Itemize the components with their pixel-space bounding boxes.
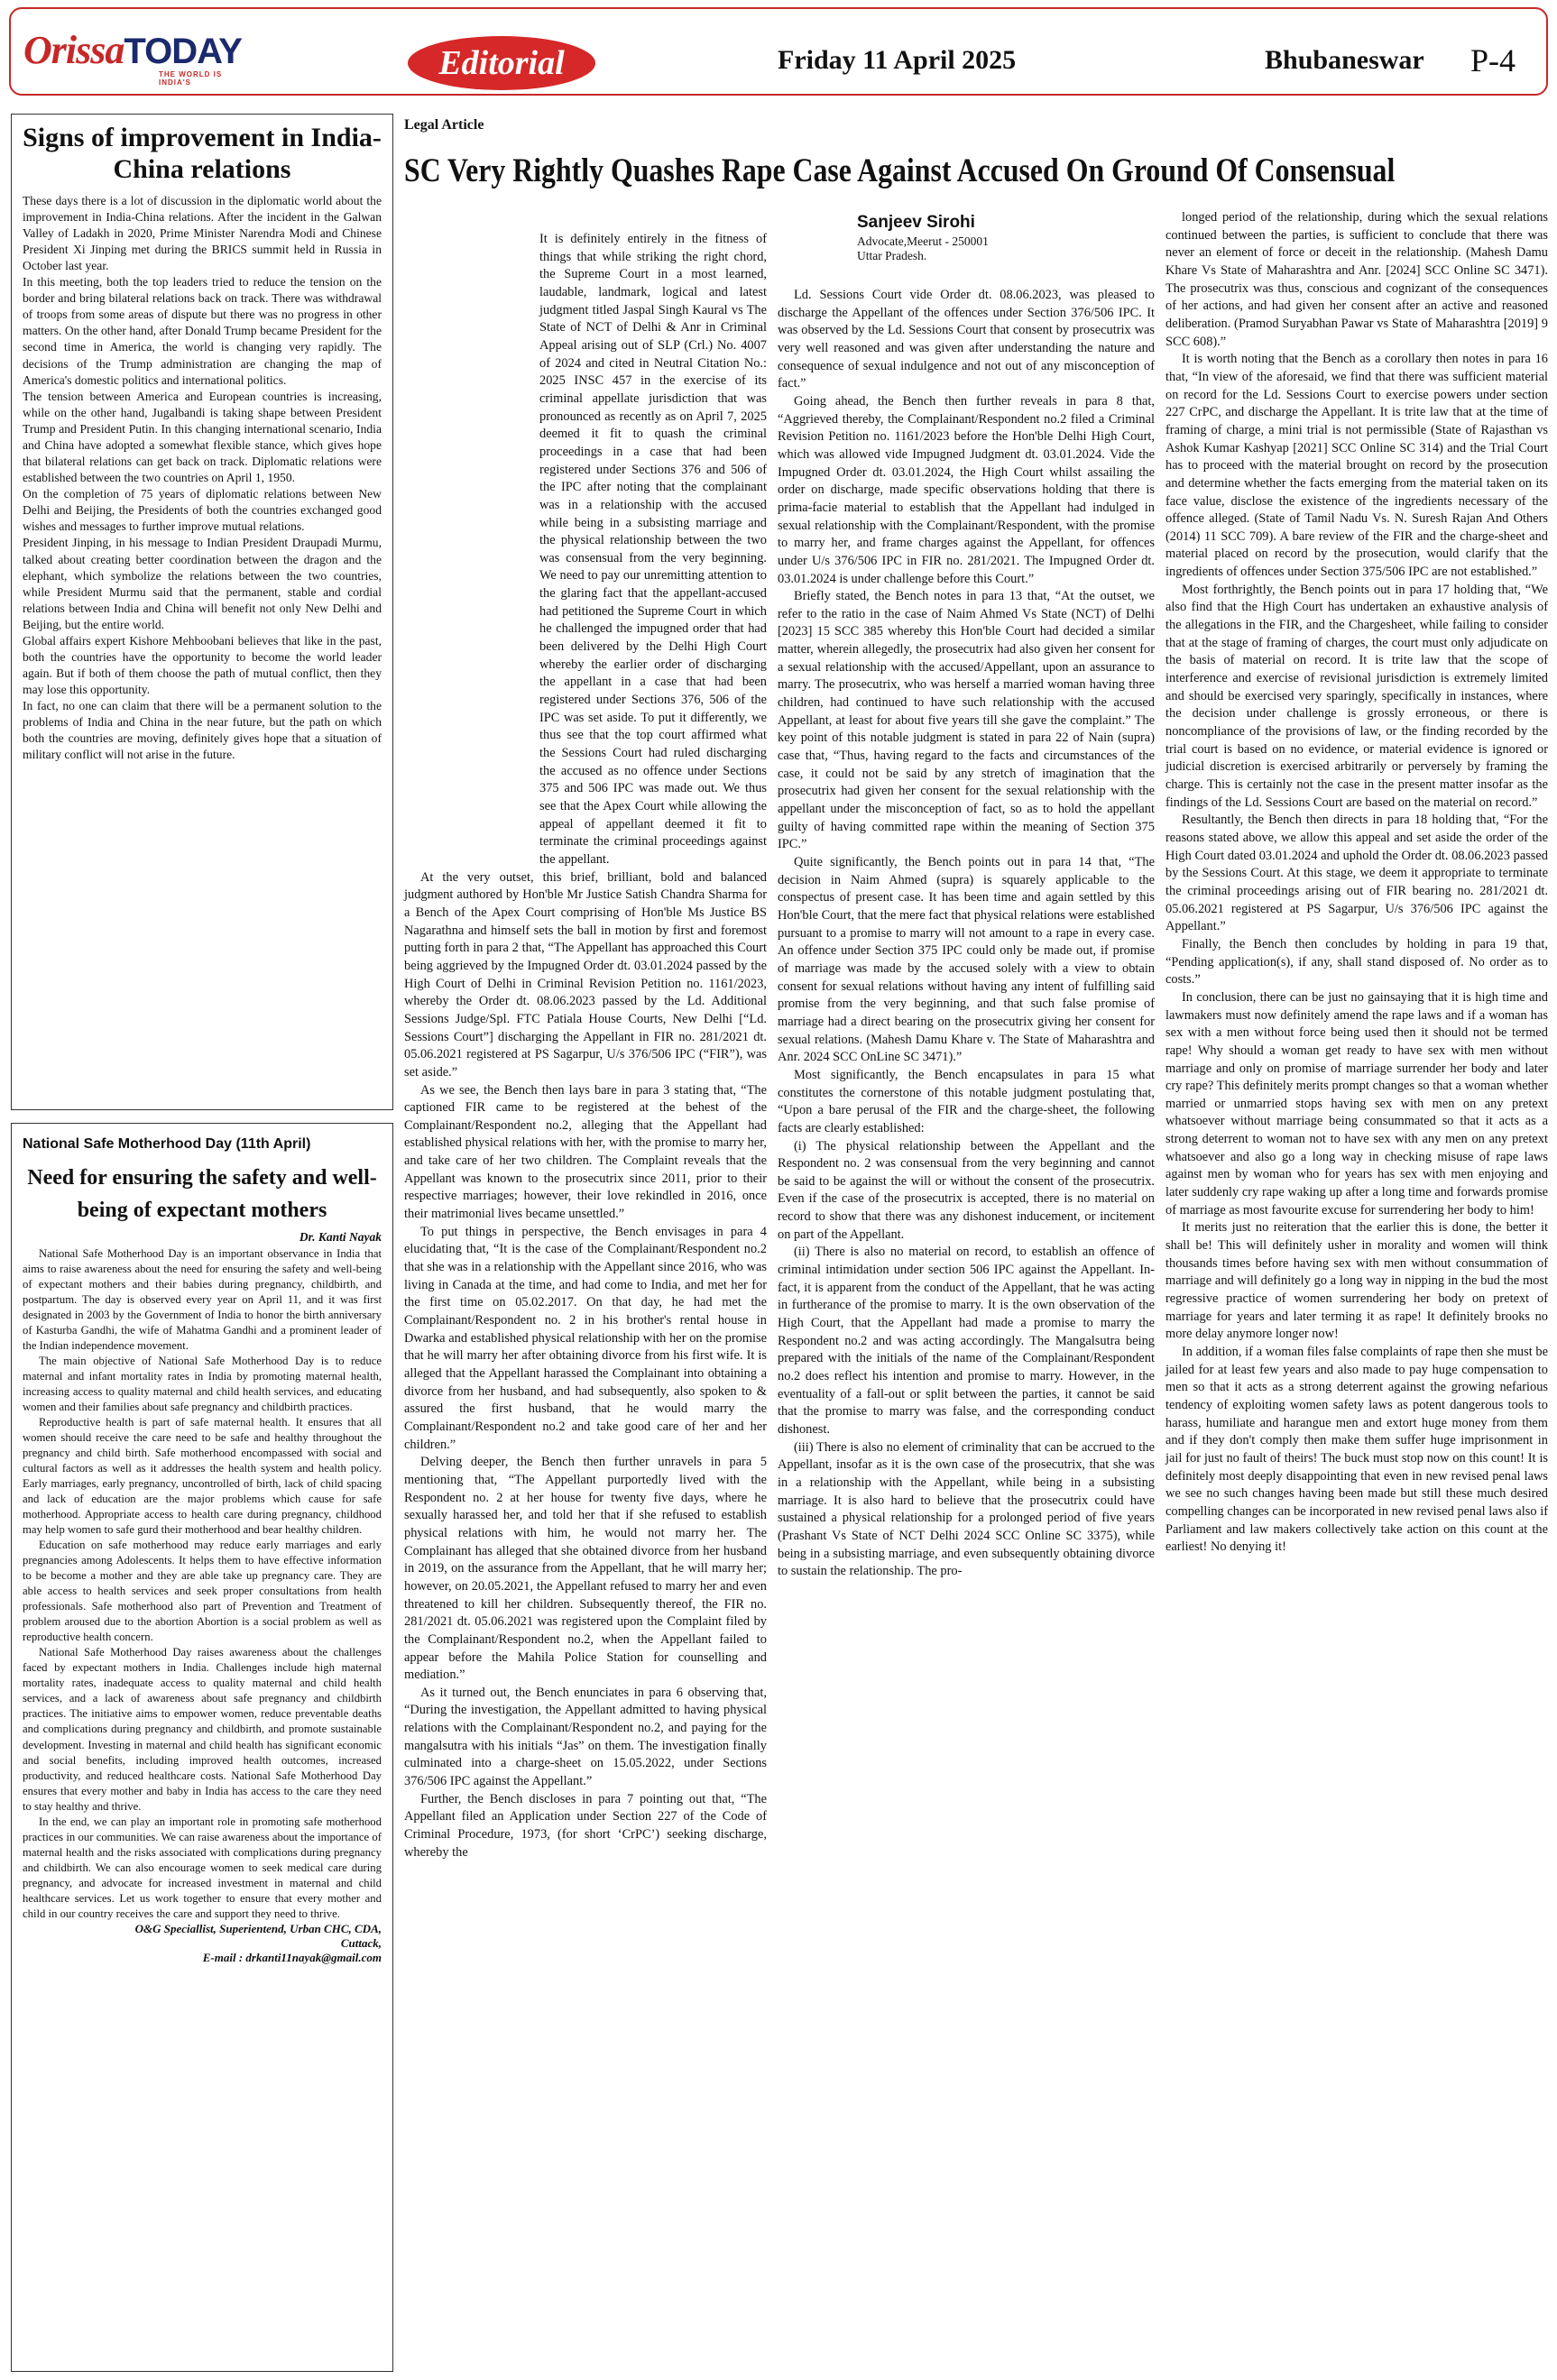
feature-paragraph: In the end, we can play an important role in promoting safe motherhood practices in our communities. We can raise awareness about the importance of maternal health and the risks associated with complications during pregnancy and childbirth. We can also encourage women to seek medical care during pregnancy, and advocate for increased investment in maternal and child healthcare services. Let us work together to ensure that every mother and child in our country receives the care and support they need to thrive. [23,1815,382,1920]
editorial-paragraph: The tension between America and European countries is increasing, while on the other hand, Jugalbandi is taking shape between President Trump and President Putin. In this changing international scenario, India and China have adopted a somewhat flexible stance, which gives hope that bilateral relations can get back on track. Diplomatic relations were established between the two countries on April 1, 1950. [23,389,382,485]
article-col-3-paragraph: Finally, the Bench then concludes by holding in para 19 that, “Pending application(s), if any, shall stand disposed of. No order as to costs.” [1165,936,1548,988]
author-name: Sanjeev Sirohi [857,213,975,232]
article-col-1-paragraph: To put things in perspective, the Bench envisages in para 4 elucidating that, “It is the case of the Complainant/Respondent no.2 that she was in a relationship with the Appellant since 2016, who was living in Canada at the time, and had come to India, and met her for the first time on 05.02.2017. On that day, he had met the Complainant/Respondent no. 2 in his brother's rental house in Dwarka and established physical relationship with her on the promise that he will marry her after obtaining divorce from his first wife. It is alleged that the Appellant harassed the Complainant into obtaining a divorce from her husband, and had subsequently, also spoken to & assured the first husband, that he would marry the Complainant/Respondent no.2 and take good care of her and her children.” [404,1224,767,1452]
article-lead-text: It is definitely entirely in the fitness of things that while striking the right chord, the Supreme Court in a most learned, laudable, landmark, logical and latest judgment titled Jaspal Singh Kaural vs The State of NCT of Delhi & Anr in Criminal Appeal arising out of SLP (Crl.) No. 4007 of 2024 and cited in Neutral Citation No.: 2025 INSC 457 in the exercise of its criminal appellate jurisdiction that was pronounced as recently as on April 7, 2025 deemed it fit to quash the criminal proceedings in a case that had been registered under Sections 376 and 506 of the IPC after noting that the complainant was in a relationship with the accused while being in a subsisting marriage and the physical relationship between the two was consensual from the very beginning. We need to pay our unremitting attention to the glaring fact that the appellant-accused had petitioned the Supreme Court in which he challenged the impugned order that had been delivered by the Delhi High Court whereby the earlier order of discharging the appellant in a case that had been registered under Sections 376, 506 of the IPC was set aside. To put it differently, we thus see that the top court affirmed what the Sessions Court had ruled discharging the accused as no offence under Sections 375 and 506 IPC was made out. We thus see that the Apex Court while allowing the appeal of appellant deemed it fit to terminate the criminal proceedings against the appellant. [539,232,767,867]
article-col-3-paragraph: longed period of the relationship, during which the sexual relations continued between the parties, is sufficient to conclude that there was never an element of force or deceit in the relationship. (Mahesh Damu Khare Vs State of Maharashtra and Anr. [2024] SCC Online SC 3471). The prosecutrix was thus, conscious and cognizant of the consequences of her actions, and had given her consent after an active and reasoned deliberation. (Pramod Suryabhan Pawar vs State of Maharashtra [2019] 9 SCC 608).” [1165,210,1548,349]
article-col-1 [404,231,767,1861]
brand-orissa: Orissa [23,28,124,72]
article-col-1-paragraph: Further, the Bench discloses in para 7 pointing out that, “The Appellant filed an Application under Section 227 of the Code of Criminal Procedure, 1973, (for short ‘CrPC’) seeking discharge, whereby the [404,1791,767,1860]
feature-paragraph: Reproductive health is part of safe maternal health. It ensures that all women should receive the care need to be safe and healthy throughout the pregnancy and child birth. Safe motherhood encompassed with social and cultural factors as well as it addresses the health system and health policy. Early marriages, early pregnancy, uncontrolled of birth, lack of child spacing and lack of education are the major problems which cause for safe motherhood. Appropriate access to health care during pregnancy, childhood may help women to safe gurd their motherhood and bear healthy children. [23,1416,382,1537]
author-line-2: Uttar Pradesh. [857,249,927,262]
feature-body [23,1246,382,1922]
feature-paragraph: National Safe Motherhood Day is an important observance in India that aims to raise awareness about the need for ensuring the safety and well-being of expectant mothers and their babies during pregnancy, childbirth, and postpartum. The day is observed every year on April 11, and it was first designated in 2003 by the Government of India to honor the birth anniversary of Kasturba Gandhi, the wife of Mahatma Gandhi and a prominent leader of the Indian independence movement. [23,1247,382,1353]
editorial-paragraph: In this meeting, both the top leaders tried to reduce the tension on the border and bring bilateral relations back on track. There was withdrawal of troops from some areas of dispute but there was no progress in other matters. On the other hand, after Donald Trump became President for the second time in America, the world is changing very rapidly. The decisions of the Trump administration are changing the map of America's domestic politics and international politics. [23,275,382,387]
article-col-2-paragraph: Quite significantly, the Bench points out in para 14 that, “The decision in Naim Ahmed (supra) is squarely applicable to the conspectus of present case. It has been time and again settled by this Hon'ble Court, that the mere fact that physical relations were established pursuant to a promise to marry will not amount to a rape in every case. An offence under Section 375 IPC could only be made out, if promise of marriage was made by the accused solely with a view to obtain consent for sexual relations without having any intent of fulfilling said promise from the very beginning, and that such false promise of marriage had a direct bearing on the prosecutrix giving her consent for sexual relations. (Mahesh Damu Khare v. The State of Maharashtra and Anr. 2024 SCC OnLine SC 3471).” [778,855,1155,1065]
section-badge: Editorial [408,36,595,90]
page-number: P-4 [1470,42,1516,78]
article-kicker: Legal Article [404,117,484,133]
article-col-3 [1165,209,1548,1557]
article-col-2-paragraph: (ii) There is also no material on record, to establish an offence of criminal intimidation under section 506 IPC against the Appellant. In-fact, it is apparent from the conduct of the Appellant, that he was acting in furtherance of the promise to marry. It is the own observation of the High Court, that the Appellant had made a promise to marry the Respondent no.2 and was acting accordingly. The Mangalsutra being prepared with the initials of the name of the Complainant/Respondent no.2 does reflect his intention and promise to marry. However, in the eventuality of a fall-out or split between the parties, it cannot be said that the promise to marry was false, and the corresponding conduct dishonest. [778,1245,1155,1437]
feature-place: Cuttack, [340,1935,382,1950]
masthead [9,7,1548,96]
article-col-3-paragraph: In conclusion, there can be just no gainsaying that it is high time and lawmakers must now definitely amend the rape laws and if a woman has sex with a men without force being used then it should not be termed rape! Why should a woman get ready to have sex with men without marriage and only on promise of marriage surrender her body and later cry rape? This definitely merits prompt changes so that a woman whether married or unmarried stops having sex with men on any pretext whatsoever without marriage being consummated so that it acts as a strong deterrent to woman not to have sex with any men on any pretext whatsoever and also go a long way in checking misuse of rape laws against men by woman who for years has sex with men enjoying and later suddenly cry rape waking up after a long time and forwards promise of marriage as most favourite excuse for surrendering her body to him! [1165,989,1548,1218]
editorial-paragraph: In fact, no one can claim that there will be a permanent solution to the problems of India and China in the near future, but the path on which both the countries are moving, definitely gives hope that a situation of military conflict will not arise in the future. [23,699,382,762]
brand-tagline: THE WORLD IS INDIA'S [159,70,223,87]
author-block [857,213,1064,263]
feature-title: Need for ensuring the safety and well-being of expectant mothers [27,1166,377,1222]
brand-today: TODAY [124,32,242,71]
feature-paragraph: The main objective of National Safe Motherhood Day is to reduce maternal and infant mortality rates in India by promoting maternal health, increasing access to quality maternal and child health services, and educating women and their families about safe pregnancy and childbirth practices. [23,1355,382,1414]
feature-email: E-mail : drkanti11nayak@gmail.com [202,1950,382,1964]
editorial-paragraph: President Jinping, in his message to Indian President Draupadi Murmu, talked about creating better coordination between the dragon and the elephant, which symbolize the relations between the two countries, while President Murmu said that the permanent, stable and cordial relations between India and China will benefit not only New Delhi and Beijing, but the entire world. [23,536,382,631]
feature-box [11,1123,393,2372]
article-col-2-paragraph: Ld. Sessions Court vide Order dt. 08.06.2023, was pleased to discharge the Appellant of the offences under Section 376/506 IPC. It was observed by the Ld. Sessions Court that consent by prosecutrix was very well reasoned and was given after understanding the nature and consequence of sexual indulgence and not out of any misconception of fact.” [778,288,1155,391]
feature-paragraph: National Safe Motherhood Day raises awareness about the challenges faced by expectant mothers in India. Challenges include high maternal mortality rates, inadequate access to quality maternal and child health services, and a lack of awareness about safe pregnancy and childbirth practices. The initiative aims to empower women, reduce preventable deaths and complications during pregnancy and childbirth, and promote sustainable development. Investing in maternal and child health has significant economic and social benefits, including improved health outcomes, increased productivity, and reduced healthcare costs. National Safe Motherhood Day ensures that every mother and baby in India has access to the care they need to stay healthy and thrive. [23,1646,382,1813]
editorial-title: Signs of improvement in India-China relations [23,123,382,185]
article-col-3-paragraph: It merits just no reiteration that the earlier this is done, the better it shall be! This will definitely usher in morality and women will think thousands times before having sex with men without consummation of marriage and will definitely go a long way in nipping in the bud the most regressive practice of women surrendering her body on pretext of marriage for years and later terming it as rape! It definitely brooks no more delay anymore longer now! [1165,1220,1548,1342]
author-line-1: Advocate,Meerut - 250001 [857,234,989,248]
article-col-2-paragraph: Going ahead, the Bench then further reveals in para 8 that, “Aggrieved thereby, the Complainant/Respondent no.2 filed a Criminal Revision Petition no. 1161/2023 before the Hon'ble Delhi High Court, which was allowed vide Impugned Judgment dt. 03.01.2024. Vide the Impugned Order dt. 03.01.2024, the High Court whilst assailing the order on discharge, made specific observations holding that there is prima-facie material to establish that the Appellant had indulged in sexual relationship with the Complainant/Respondent, with the promise to marry her, and frame charges against the Appellant, for offences under U/s 376/506 IPC in FIR no. 281/2021. The Impugned Order dt. 03.01.2024 is under challenge before this Court.” [778,393,1155,586]
editorial-paragraph: Global affairs expert Kishore Mehboobani believes that like in the past, both the countries have the opportunity to become the world leader again. But if both of them choose the path of mutual conflict, then they may lose this opportunity. [23,633,382,697]
brand-logo [23,27,242,87]
feature-paragraph: Education on safe motherhood may reduce early marriages and early pregnancies among Adolescents. It helps them to have effective information to be become a mother and they are able take up pregnancy care. They are able access to health services and seek proper consultations from health professionals. Safe motherhood also part of Prevention and Treatment of problem aroused due to the abortion Abortion is a social problem as well as reproductive health concern. [23,1539,382,1644]
article-col-3-paragraph: Resultantly, the Bench then directs in para 18 holding that, “For the reasons stated above, we allow this appeal and set aside the order of the High Court dated 03.01.2024 and uphold the Order dt. 08.06.2023 passed by the Sessions Court. At this stage, we deem it appropriate to terminate the criminal proceedings arising out of FIR bearing no. 281/2021 dt. 05.06.2021 registered at PS Sagarpur, U/s 376/506 IPC against the Appellant.” [1165,813,1548,934]
article-col-1-paragraph: Delving deeper, the Bench then further unravels in para 5 mentioning that, “The Appellant purportedly lived with the Respondent no. 2 at her house for twenty five days, where he sexually harassed her, and told her that if she refused to establish physical relations with him, he would not marry her. The Complainant has alleged that she obtained divorce from her husband in 2019, on the assurance from the Appellant, that he will marry her; however, on 20.05.2021, the Appellant refused to marry her and even threatened to kill her children. Subsequently thereof, the FIR no. 281/2021 dt. 05.06.2021 was registered upon the Complaint filed by the Complainant/Respondent no.2, when the Appellant failed to appear before the Mahila Police Station for counselling and mediation.” [404,1455,767,1683]
editorial-paragraph: These days there is a lot of discussion in the diplomatic world about the improvement in India-China relations. After the incident in the Galwan Valley of Ladakh in 2020, Prime Minister Narendra Modi and Chinese President Xi Jinping met during the BRICS summit held in Russia in October last year. [23,193,382,273]
editorial-box [11,114,393,1110]
article-col-1-paragraph: At the very outset, this brief, brilliant, bold and balanced judgment authored by Hon'ble Mr Justice Satish Chandra Sharma for a Bench of the Apex Court comprising of Hon'ble Ms Justice BS Nagarathna and himself sets the ball in motion by first and foremost putting forth in para 2 that, “The Appellant has approached this Court being aggrieved by the Impugned Order dt. 03.01.2024 passed by the High Court of Delhi in Criminal Revision Petition no. 1161/2023, whereby the Order dt. 08.06.2023 passed by the Ld. Additional Sessions Judge/Spl. FTC Patiala House Courts, New Delhi [“Ld. Sessions Court”] discharging the Appellant in FIR no. 281/2021 dt. 05.06.2021 registered at PS Sagarpur, U/s 376/506 IPC (“FIR”), was set aside.” [404,869,767,1080]
article-col-3-paragraph: Most forthrightly, the Bench points out in para 17 holding that, “We also find that the High Court has undertaken an exhaustive analysis of the allegations in the FIR, and the Chargesheet, while failing to consider that at the stage of framing of charges, the court must only adjudicate on the basis of material on record. It is trite law that the scope of interference and exercise of revisional jurisdiction is extremely limited and should be exercised very sparingly, specifically in instances, where the decision under challenge is grossly erroneous, or there is noncompliance of the provisions of law, or the finding recorded by the trial court is based on no evidence, or material evidence is ignored or judicial discretion is exercised arbitrarily or perversely by framing the charge. This is certainly not the case in the present matter insofar as the findings of the Ld. Sessions Court are based on the material on record.” [1165,582,1548,810]
article-col-2-paragraph: (iii) There is also no element of criminality that can be accrued to the Appellant, insofar as it is the own case of the prosecutrix, that she was in a relationship with the Appellant, while being in a subsisting marriage. It is also hard to believe that the prosecutrix could have sustained a physical relationship for a prolonged period of five years (Prashant Vs State of NCT Delhi 2024 SCC Online SC 3375), while being in a subsisting marriage, and even subsequently obtaining divorce to sustain the relationship. The pro- [778,1439,1155,1579]
editorial-body [23,193,382,764]
article-col-1-paragraph: As we see, the Bench then lays bare in para 3 stating that, “The captioned FIR came to be registered at the behest of the Complainant/Respondent no.2, alleging that the Appellant had established physical relations with her, with the promise to marry her, and take care of her two children. The Complaint reveals that the Appellant was known to the prosecutrix since 2011, prior to their respective marriages; however, their love rekindled in 2016, once their matrimonial lives became unsettled.” [404,1082,767,1222]
article-col-1-body [404,869,767,1862]
article-col-2 [778,287,1155,1581]
article-col-2-paragraph: Briefly stated, the Bench notes in para 13 that, “At the outset, we refer to the ratio in the case of Naim Ahmed Vs State (NCT) of Delhi [2023] 15 SCC 385 whereby this Hon'ble Court had decided a similar matter, wherein allegedly, the prosecutrix had also given her consent for a sexual relationship with the accused/Appellant, upon an assurance to marry. The prosecutrix, who was herself a married woman having three children, had continued to have such relationship with the accused Appellant, at least for about five years till she gave the complaint.” The key point of this notable judgment is stated in para 22 of Nain (supra) case that, “Thus, having regard to the facts and circumstances of the case, it could not be said by any stretch of imagination that the prosecutrix had given her consent for the sexual relationship with the appellant under the misconception of fact, so as to hold the appellant guilty of having committed rape within the meaning of Section 375 IPC.” [778,589,1155,852]
article-col-2-paragraph: (i) The physical relationship between the Appellant and the Respondent no. 2 was consensual from the very beginning and cannot be said to be against the will or without the consent of the prosecutrix. Even if the case of the prosecutrix is accepted, there is no material on record to show that there was any dishonest inducement, or incitement on part of the Appellant. [778,1138,1155,1242]
article-col-3-paragraph: In addition, if a woman files false complaints of rape then she must be jailed for at least few years and also made to pay huge compensation to men so that it acts as a strong deterrent against the growing nefarious tendency of exploiting women safety laws as potent dangerous tools to harass, humiliate and harangue men and extort huge money from them and if they don't comply then make them suffer huge imprisonment in jail for just no fault of theirs! The buck must stop now on this count! It is definitely most deeply disappointing that even in new revised penal laws we see no such changes having been made but still these much desired compelling changes can be incorporated in new revised penal laws also if Parliament and law makers collectively take action on this count at the earliest! No denying it! [1165,1345,1548,1555]
issue-date: Friday 11 April 2025 [778,45,1017,75]
editorial-paragraph: On the completion of 75 years of diplomatic relations between New Delhi and Beijing, the Presidents of both the countries exchanged good wishes and messages to further improve mutual relations. [23,487,382,534]
feature-byline: Dr. Kanti Nayak [299,1230,382,1244]
issue-city: Bhubaneswar [1265,45,1424,75]
feature-kicker: National Safe Motherhood Day (11th April) [23,1136,311,1152]
article-title: SC Very Rightly Quashes Rape Case Against Accused On Ground Of Consensual [404,152,1396,189]
article-col-1-paragraph: As it turned out, the Bench enunciates in para 6 observing that, “During the investigation, the Appellant admitted to having physical relations with the Complainant/Respondent no.2, and paying for the mangalsutra with his initials “Jas” on them. The investigation finally culminated into a charge-sheet on 15.05.2022, under Sections 376/506 IPC against the Appellant.” [404,1685,767,1789]
article-col-3-paragraph: It is worth noting that the Bench as a corollary then notes in para 16 that, “In view of the aforesaid, we find that there was sufficient material on record for the Ld. Sessions Court to exercise powers under section 227 CrPC, and discharge the Appellant. It is trite law that at the time of framing of charge, a mini trial is not permissible (State of Rajasthan vs Ashok Kumar Kashyap [2021] SCC Online SC 314) and the Trial Court has to proceed with the material brought on record by the prosecution and determine whether the facts emerging from the material taken on its face value, disclose the existence of the ingredients necessary of the offence alleged. (State of Tamil Nadu Vs. N. Suresh Rajan And Others (2014) 11 SCC 709). A bare review of the FIR and the charge-sheet and material placed on record by the prosecution, would clarify that the ingredients of offences under Section 375/506 IPC are not established.” [1165,352,1548,580]
feature-credentials: O&G Speciallist, Superientend, Urban CHC, CDA, [134,1921,382,1935]
article-lead [404,231,767,869]
article-col-2-paragraph: Most significantly, the Bench encapsulates in para 15 what constitutes the cornerstone of this notable judgment postulating that, “Upon a bare perusal of the FIR and the charge-sheet, the following facts are clearly established: [778,1067,1155,1135]
